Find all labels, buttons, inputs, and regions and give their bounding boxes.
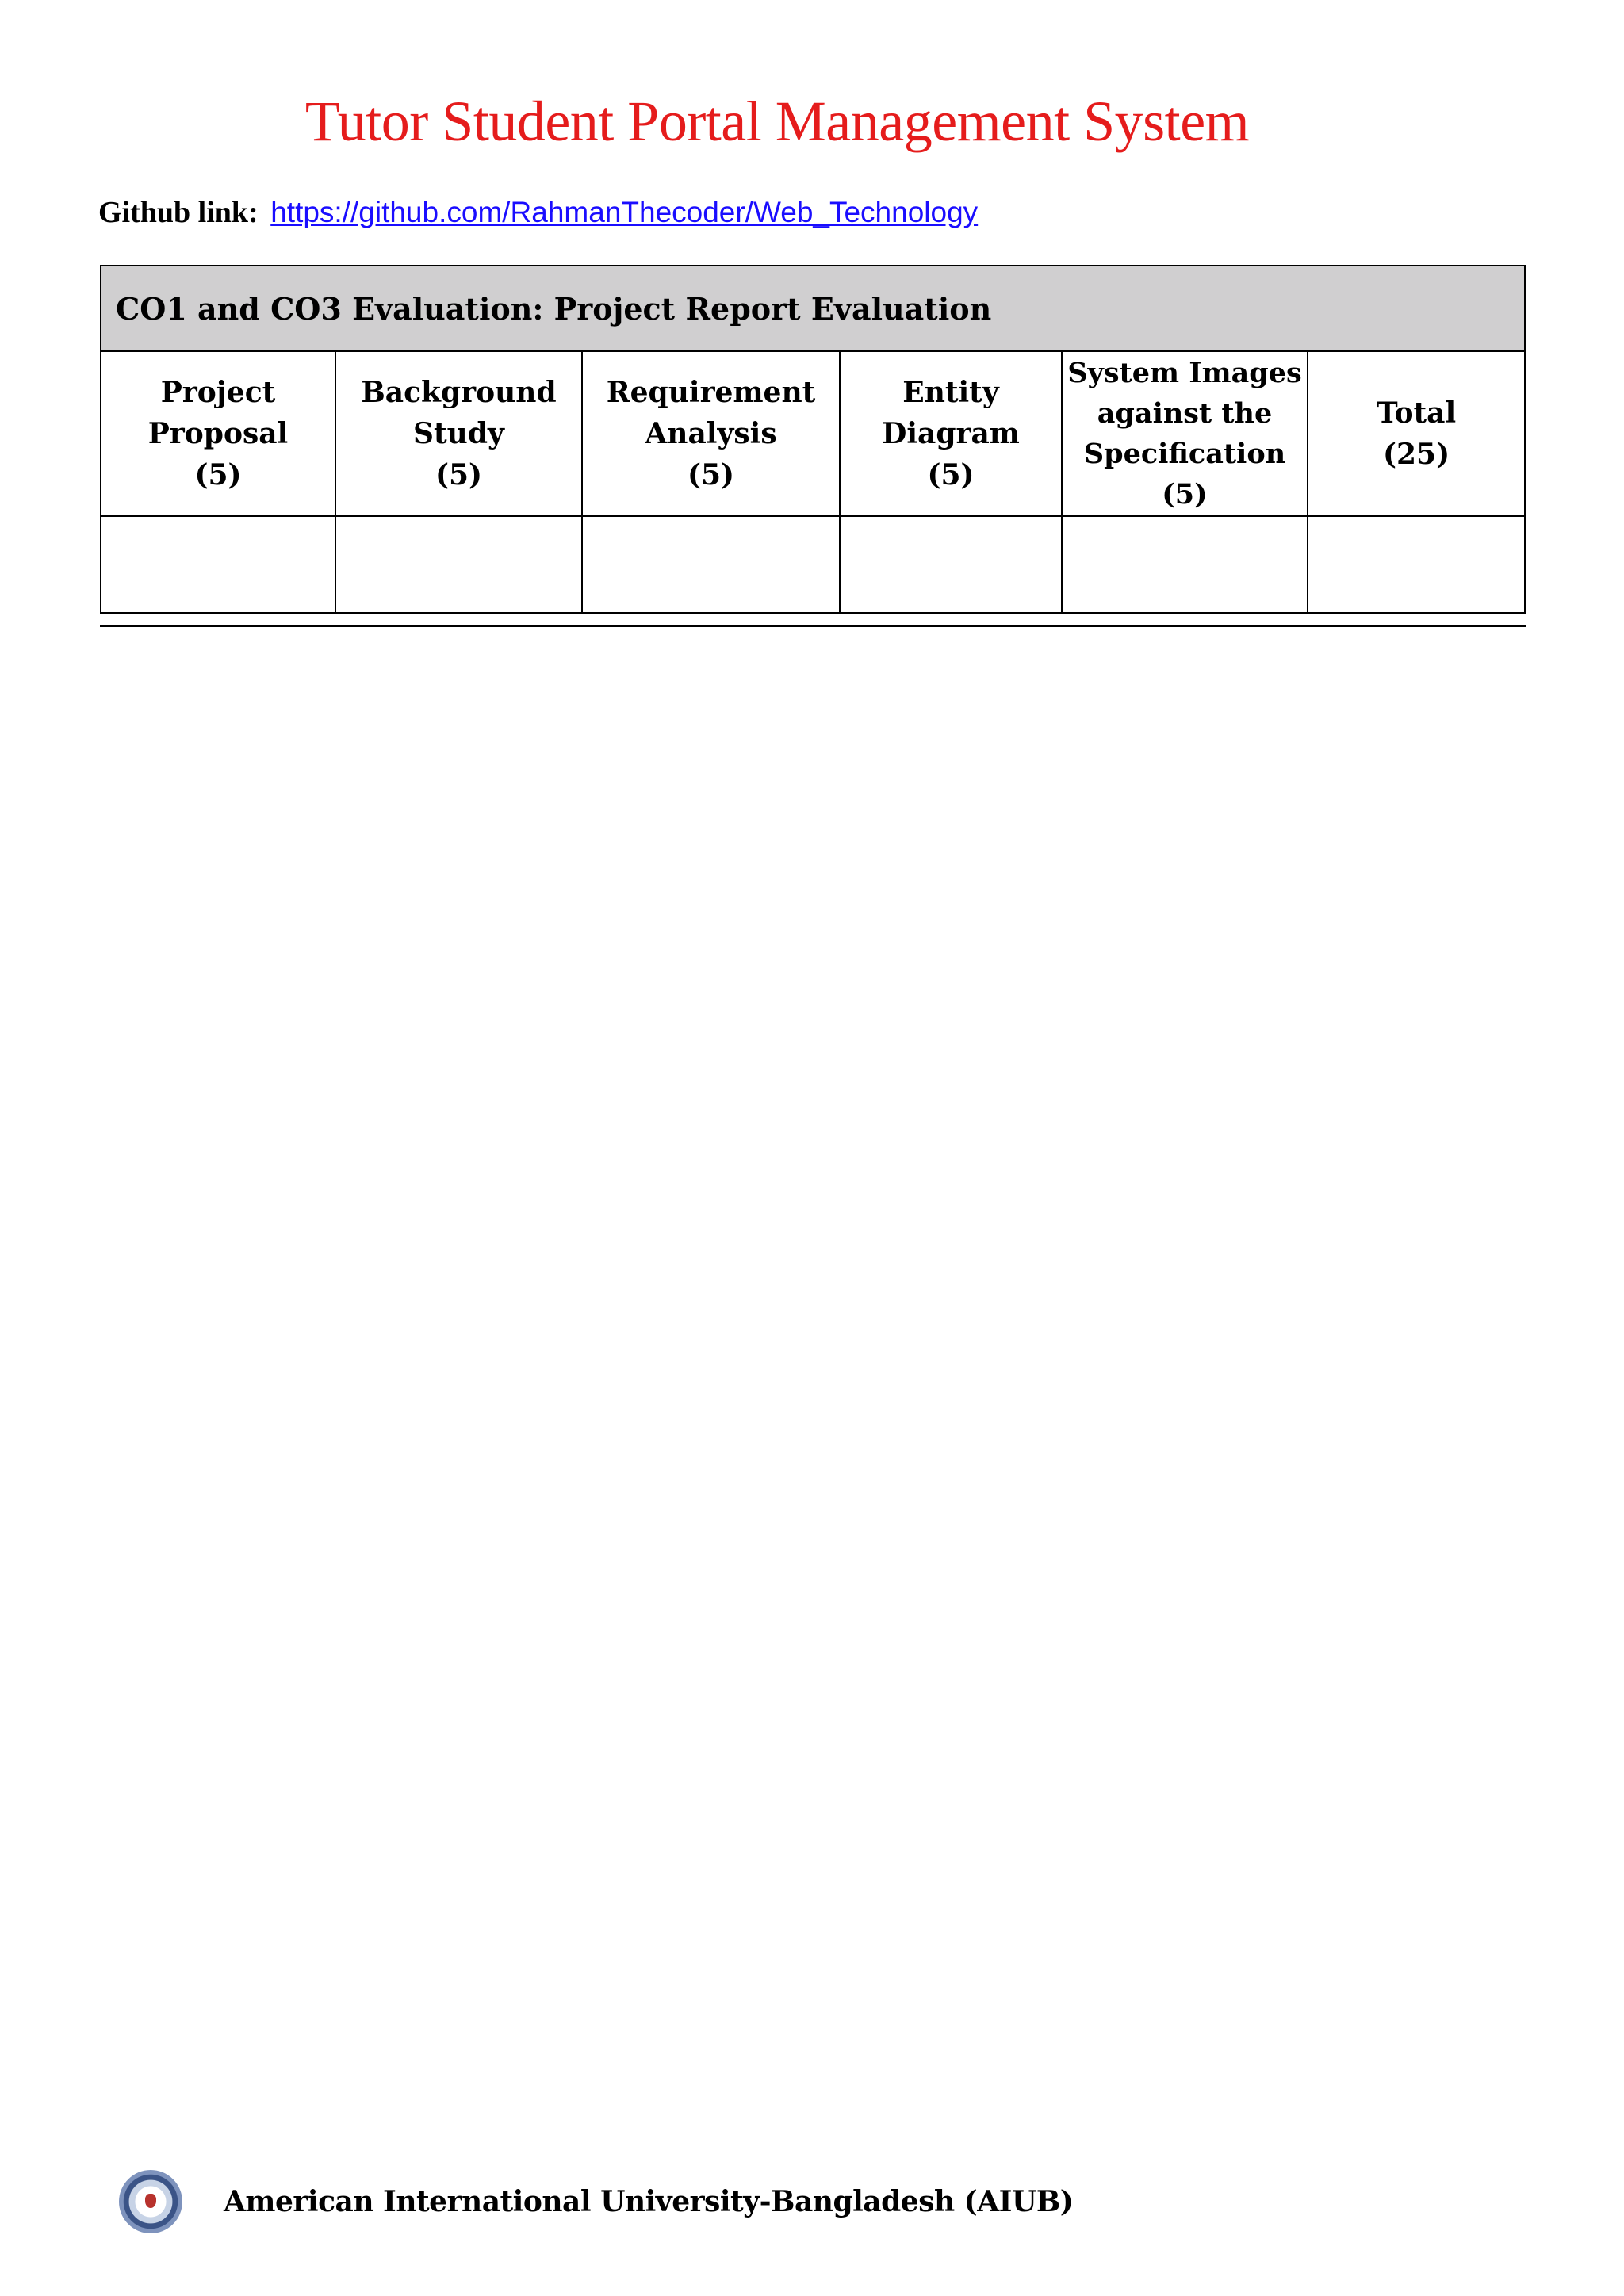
header-line: Proposal — [147, 417, 289, 450]
horizontal-rule — [100, 625, 1526, 627]
evaluation-caption: CO1 and CO3 Evaluation: Project Report Evaluation — [101, 266, 1525, 351]
header-entity-diagram — [840, 351, 1062, 516]
header-line: Project — [160, 376, 276, 409]
header-line: Background — [361, 376, 557, 409]
header-line: (25) — [1382, 438, 1450, 471]
score-row — [101, 516, 1525, 613]
header-line: (5) — [194, 458, 242, 492]
github-link[interactable]: https://github.com/RahmanThecoder/Web_Technology — [270, 196, 979, 228]
header-line: Total — [1376, 396, 1457, 430]
university-seal-icon — [119, 2170, 182, 2233]
caption-row — [101, 266, 1525, 351]
page-title: Tutor Student Portal Management System — [304, 90, 1250, 153]
score-system-images[interactable] — [1062, 516, 1308, 613]
header-line: Analysis — [645, 417, 777, 450]
header-line: Requirement — [606, 376, 816, 409]
header-line: Study — [413, 417, 504, 450]
header-line: (5) — [687, 458, 735, 492]
header-row — [101, 351, 1525, 516]
score-total[interactable] — [1308, 516, 1525, 613]
header-requirement-analysis — [582, 351, 840, 516]
header-total — [1308, 351, 1525, 516]
score-entity-diagram[interactable] — [840, 516, 1062, 613]
header-line: against the — [1097, 397, 1273, 430]
score-background-study[interactable] — [335, 516, 582, 613]
header-line: (5) — [927, 458, 975, 492]
header-project-proposal — [101, 351, 335, 516]
header-line: Specification — [1083, 438, 1286, 470]
header-line: Diagram — [882, 417, 1020, 450]
score-requirement-analysis[interactable] — [582, 516, 840, 613]
evaluation-table — [100, 265, 1526, 614]
header-system-images — [1062, 351, 1308, 516]
header-line: (5) — [435, 458, 483, 492]
score-project-proposal[interactable] — [101, 516, 335, 613]
github-label: Github link: — [98, 196, 259, 229]
header-background-study — [335, 351, 582, 516]
header-line: (5) — [1162, 478, 1208, 511]
footer-university: American International University-Bangladesh (AIUB) — [224, 2185, 1074, 2218]
github-line — [98, 195, 978, 230]
header-line: System Images — [1067, 357, 1302, 389]
header-line: Entity — [902, 376, 999, 409]
footer — [119, 2166, 1073, 2237]
